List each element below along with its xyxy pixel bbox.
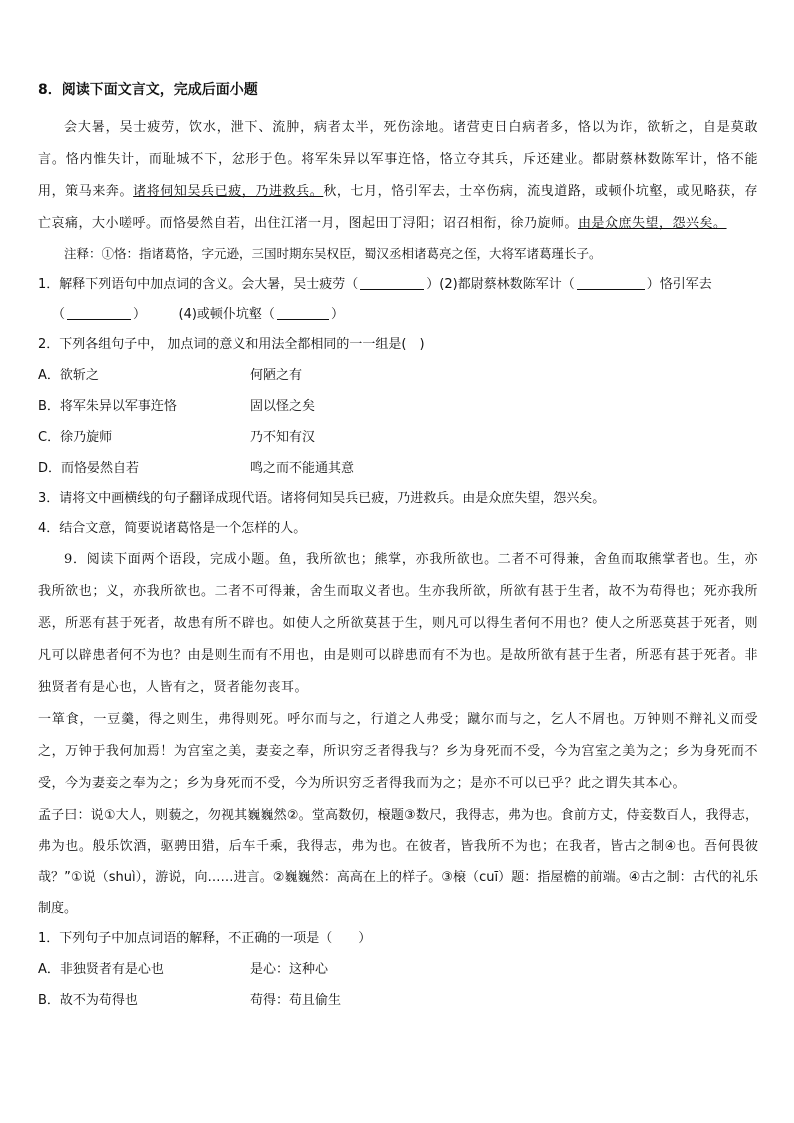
question-9-passage-2: 一箪食，一豆羹，得之则生，弗得则死。呼尔而与之，行道之人弗受；蹴尔而与之，乞人不屑也。万钟则不辩礼义而受之，万钟于我何加焉！为宫室之美，妻妾之奉，所识穷乏者得我与？乡为身死而不受，今为宫室之美为之；乡为身死而不受，今为妻妾之奉为之；乡为身死而不受，今为所识穷乏者得我而为之；是亦不可以已乎？此之谓失其本心。 [38,712,758,791]
question-8-2-stem: 2．下列各组句子中， 加点词的意义和用法全都相同的一一组是( ) [38,337,425,352]
question-9-passage-3: 孟子曰：说①大人，则藐之，勿视其巍巍然②。堂高数仞，榱题③数尺，我得志，弗为也。食前方丈，侍妾数百人，我得志，弗为也。般乐饮酒，驱骋田猎，后车千乘，我得志，弗为也。在彼者，皆我所不为也；在我者，皆古之制④也。吾何畏彼哉？”①说（shuì），游说，向……进言。②巍巍然：高高在上的样子。③榱（cuī）题：指屋檐的前端。④古之制：古代的礼乐制度。 [38,808,758,916]
passage-text-a: 会大暑，吴士疲劳，饮水，泄下、流肿，病者太半，死伤涂地。诸营吏日白病者多，恪以为诈，欲斩之，自是莫敢言。恪内惟失计，而耻城不下，忿形于色。将军朱异以军事迕恪，恪立夺其兵，斥还建业。都尉蔡林数陈军计，恪不能用，策马来奔。 [38,120,758,199]
question-8-4: 4．结合文意，简要说诸葛恪是一个怎样的人。 [38,521,307,536]
question-8-3: 3．请将文中画横线的句子翻译成现代语。诸将伺知吴兵已疲，乃进救兵。由是众庶失望，怨兴矣。 [38,491,606,506]
q8-1-text-e: ） (4)或顿仆坑壑（ [133,307,275,322]
option-b-left: B．将军朱异以军事迕恪 [38,399,177,414]
q8-1-text-d: （ [52,307,66,322]
underlined-sentence-2: 由是众庶失望，怨兴矣。 [578,216,727,231]
passage-note: 注释：①恪：指诸葛恪，字元逊，三国时期东吴权臣，蜀汉丞相诸葛亮之侄，大将军诸葛瑾长子。 [64,246,602,261]
passage-text-b: 秋，七月，恪引军去，士卒伤病，流曳道路，或顿仆坑壑，或见略获，存亡哀痛，大小嗟呼。而恪晏然自若，出住江渚一月，图起田丁浔阳；诏召相衔，徐乃旋师。 [38,184,758,231]
classical-passage [38,112,758,240]
option-c-left: C．徐乃旋师 [38,430,113,445]
q9-option-a-right: 是心：这种心 [250,962,329,977]
question-9-passage-1: 9．阅读下面两个语段，完成小题。鱼，我所欲也；熊掌，亦我所欲也。二者不可得兼，舍鱼而取熊掌者也。生，亦我所欲也；义，亦我所欲也。二者不可得兼，舍生而取义者也。生亦我所欲，所欲有甚于生者，故不为苟得也；死亦我所恶，所恶有甚于死者，故患有所不辟也。如使人之所欲莫甚于生，则凡可以得生者何不用也？使人之所恶莫甚于死者，则凡可以辟患者何不为也？由是则生而有不用也，由是则可以辟患而有不为也。是故所欲有甚于生者，所恶有甚于死者。非独贤者有是心也，人皆有之，贤者能勿丧耳。 [38,552,758,695]
option-a[interactable] [38,360,758,391]
answer-blank-2[interactable] [577,275,645,290]
q8-1-text-b: ）(2)都尉蔡林数陈军计（ [426,277,575,292]
option-d[interactable] [38,453,758,484]
option-a-right: 何陋之有 [250,368,303,383]
q9-option-b[interactable] [38,985,758,1016]
question-9-1-stem: 1．下列句子中加点词语的解释，不正确的一项是（ ） [38,931,372,946]
page-content [38,78,758,1016]
q8-1-text-a: 1．解释下列语句中加点词的含义。会大暑，吴士疲劳（ [38,277,359,292]
q9-option-b-right: 苟得：苟且偷生 [250,993,342,1008]
underlined-sentence-1: 诸将伺知吴兵已疲，乃进救兵。 [133,184,324,199]
q8-1-text-f: ） [330,307,344,322]
question-8-1-cont [38,300,758,330]
option-c[interactable] [38,422,758,453]
q8-1-text-c: ）恪引军去 [646,277,712,292]
option-a-left: A．欲斩之 [38,368,99,383]
q9-option-a-left: A．非独贤者有是心也 [38,962,164,977]
answer-blank-3[interactable] [67,305,131,320]
question-8-1 [38,270,758,300]
option-b-right: 固以怪之矣 [250,399,316,414]
option-c-right: 乃不知有汉 [250,430,316,445]
q9-option-a[interactable] [38,954,758,985]
answer-blank-1[interactable] [360,275,424,290]
question-8-title: 8．阅读下面文言文，完成后面小题 [38,82,258,98]
option-d-left: D．而恪晏然自若 [38,461,140,476]
answer-blank-4[interactable] [277,305,329,320]
q9-option-b-left: B．故不为苟得也 [38,993,138,1008]
option-d-right: 鸣之而不能通其意 [250,461,355,476]
option-b[interactable] [38,391,758,422]
